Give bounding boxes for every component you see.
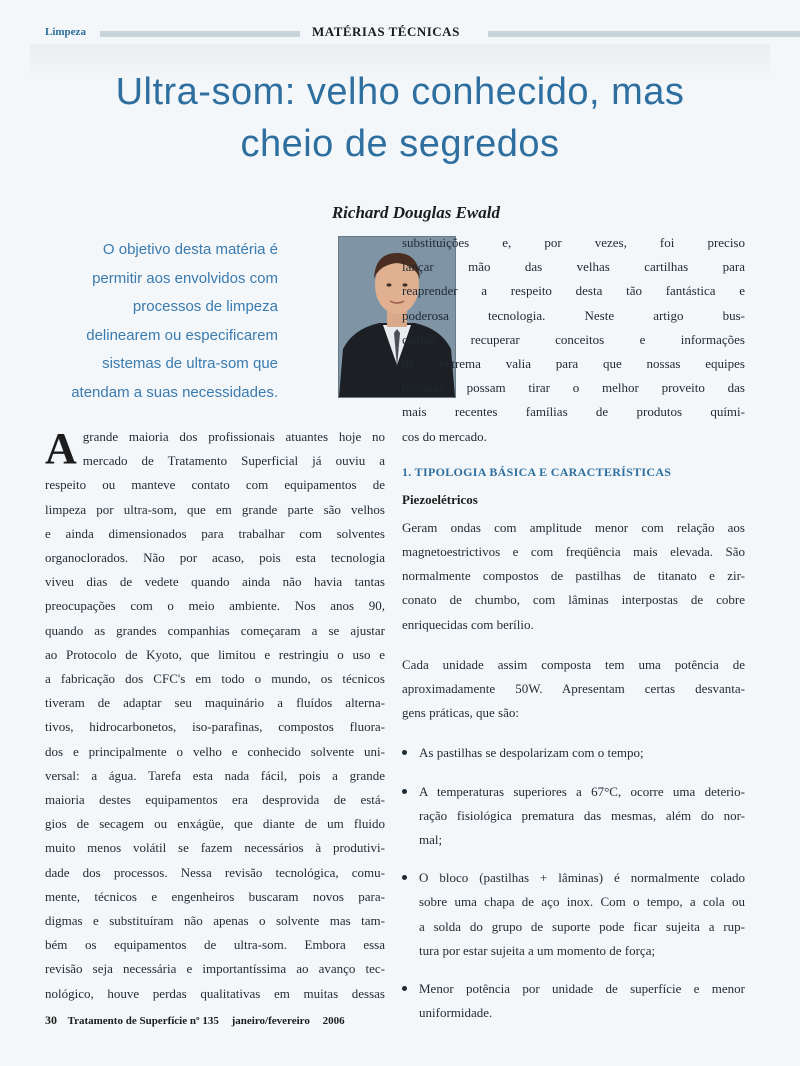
bullet-line: a solda do grupo de suporte pode ficar sujeita a rup- [419, 918, 745, 934]
title-line-2: cheio de segredos [240, 123, 560, 165]
bullet-dot-icon [402, 750, 407, 755]
body-line: lançar mão das velhas cartilhas para [402, 259, 745, 275]
body-line: maioria destes equipamentos era desprovida de está- [45, 792, 385, 808]
body-line: Cada unidade assim composta tem uma potência de [402, 656, 745, 672]
page-footer [45, 1013, 361, 1028]
body-line: conato de chumbo, com lâminas interpostas de cobre [402, 592, 745, 608]
lead-line: permitir aos envolvidos com [92, 269, 278, 287]
category-label: MATÉRIAS TÉCNICAS [312, 24, 460, 39]
lead-line: processos de limpeza [132, 298, 278, 315]
body-line: cos do mercado. [402, 428, 487, 444]
body-line: muito menos volátil se fazem necessários à produtivi- [45, 840, 385, 856]
bullet-dot-icon [402, 789, 407, 794]
bullet-line: A temperaturas superiores a 67°C, ocorre uma deterio- [419, 783, 745, 799]
bullet-line: ração fisiológica prematura das mesmas, além do nor- [419, 807, 745, 823]
bullet-item [402, 780, 745, 853]
bullet-line: mal; [419, 832, 443, 848]
body-line: normalmente compostos de pastilhas de titanato e zir- [402, 568, 745, 584]
body-line: reaprender a respeito desta tão fantástica e [402, 283, 745, 299]
subsection-heading: Piezoelétricos [402, 491, 478, 507]
body-line: tivos, hidrocarbonetos, iso-parafinas, compostos fluora- [45, 719, 385, 735]
header-rule-right [488, 31, 800, 37]
body-line: dos e principalmente o velho e conhecido solvente uni- [45, 743, 385, 759]
body-line: e ainda dimensionados para trabalhar com solventes [45, 525, 385, 541]
section-label: Limpeza [45, 26, 86, 38]
header-rule-left [100, 31, 300, 37]
drop-cap: A [45, 424, 77, 473]
body-line: a fabricação dos CFC's em todo o mundo, os técnicos [45, 671, 385, 687]
right-column [402, 231, 745, 1039]
body-line: de extrema valia para que nossas equipes [402, 356, 745, 372]
body-line: Geram ondas com amplitude menor com relação aos [402, 519, 745, 535]
body-line: dade dos processos. Nessa revisão tecnológica, comu- [45, 864, 385, 880]
body-line: quando as grandes companhias começaram a se ajustar [45, 622, 385, 638]
body-line: nológico, houve perdas qualitativas em muitas dessas [45, 985, 385, 1001]
issue-months: janeiro/fevereiro [231, 1015, 310, 1027]
body-line: substituições e, por vezes, foi preciso [402, 235, 745, 250]
bullet-dot-icon [402, 875, 407, 880]
body-line: bém os equipamentos de ultra-som. Embora essa [45, 937, 385, 953]
body-line: organoclorados. Não por acaso, pois esta tecnologia [45, 550, 385, 566]
bullet-item [402, 741, 745, 765]
bullet-line: sobre uma chapa de aço inox. Com o tempo, a cola ou [419, 894, 745, 910]
body-line: versal: a água. Tarefa esta nada fácil, pois a grande [45, 767, 385, 783]
bullet-line: tura por estar sujeita a um momento de força; [419, 942, 656, 958]
body-line: mercado de Tratamento Superficial já ouviu a [82, 453, 385, 469]
bullet-line: Menor potência por unidade de superfície e menor [419, 981, 745, 997]
left-column [45, 425, 385, 1006]
bullet-item [402, 977, 745, 1025]
body-line: digmas e substituíram não apenas o solvente mas tam- [45, 913, 385, 929]
body-line: ao Protocolo de Kyoto, que limitou e restringiu o uso e [45, 646, 385, 662]
page-number: 30 [45, 1013, 57, 1027]
body-line: magnetoestrictivos e com freqüência mais elevada. São [402, 544, 745, 560]
title-line-1: Ultra-som: velho conhecido, mas [115, 71, 685, 113]
publication-name: Tratamento de Superfície nº 135 [67, 1015, 219, 1027]
body-line: viveu dias de vedete quando ainda não havia tantas [45, 574, 385, 590]
body-line: poderosa tecnologia. Neste artigo bus- [402, 307, 745, 323]
paragraph-piezo-2 [402, 653, 745, 726]
body-line: mente, técnicos e engenheiros buscaram novos para- [45, 888, 385, 904]
body-line: limpeza por ultra-som, que em grande parte são velhos [45, 501, 385, 517]
body-line: tiveram de adaptar seu maquinário a fluídos alterna- [45, 695, 385, 711]
lead-line: O objetivo desta matéria é [102, 241, 278, 258]
body-line: preocupações com o meio ambiente. Nos anos 90, [45, 598, 385, 614]
body-line: revisão seja necessária e importantíssima ao avanço tec- [45, 961, 385, 977]
bullet-dot-icon [402, 986, 407, 991]
body-line: gens práticas, que são: [402, 705, 519, 721]
issue-year: 2006 [322, 1015, 345, 1027]
section-heading: 1. TIPOLOGIA BÁSICA E CARACTERÍSTICAS [402, 464, 672, 479]
body-line: aproximadamente 50W. Apresentam certas desvanta- [402, 681, 745, 697]
paragraph-piezo-1 [402, 516, 745, 637]
bullet-item [402, 866, 745, 963]
body-line: enriquecidas com berílio. [402, 616, 534, 632]
body-line: respeito ou manteve contato com equipamentos de [45, 477, 385, 493]
author-name: Richard Douglas Ewald [331, 203, 500, 222]
bullet-line: uniformidade. [419, 1005, 493, 1021]
lead-line: sistemas de ultra-som que [102, 355, 278, 372]
article-title [40, 66, 760, 170]
body-line: mais recentes famílias de produtos quími- [402, 404, 745, 420]
bullet-line: O bloco (pastilhas + lâminas) é normalmente colado [419, 870, 745, 886]
bullet-line: As pastilhas se despolarizam com o tempo; [419, 745, 644, 761]
lead-paragraph [42, 236, 278, 407]
body-line: camos recuperar conceitos e informações [402, 331, 745, 347]
intro-continuation [402, 231, 745, 449]
lead-line: atendam a suas necessidades. [71, 383, 278, 401]
body-line: técnicas possam tirar o melhor proveito das [402, 380, 745, 396]
body-line: grande maioria dos profissionais atuantes hoje no [82, 429, 385, 444]
body-line: gios de secagem ou enxágüe, que diante de um fluido [45, 816, 385, 832]
lead-line: delinearem ou especificarem [86, 326, 278, 344]
